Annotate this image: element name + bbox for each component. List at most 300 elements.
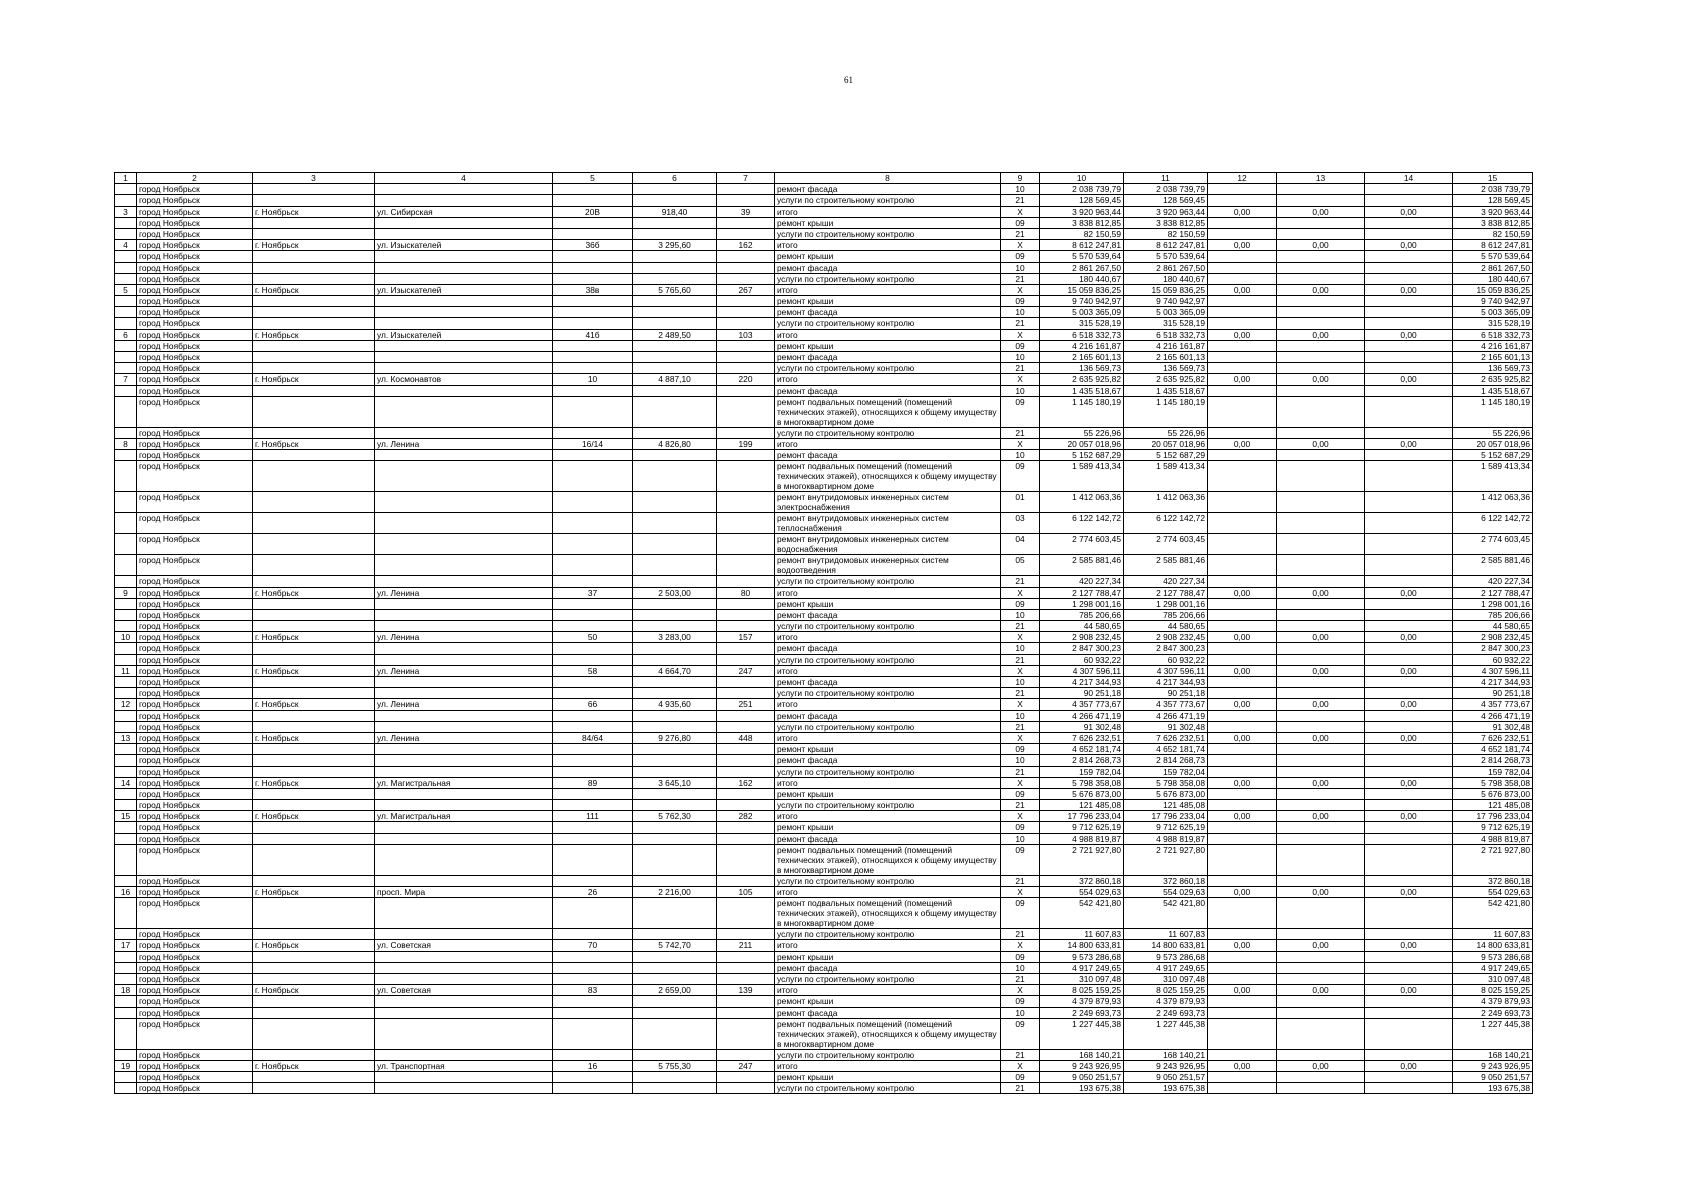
cell-settlement <box>253 643 375 654</box>
cell-cost-budget-2 <box>1277 340 1365 351</box>
cell-area <box>633 340 717 351</box>
cell-work-code: X <box>1001 665 1040 676</box>
cell-street: ул. Ленина <box>375 699 553 710</box>
cell-street: ул. Ленина <box>375 587 553 598</box>
cell-cost-owners <box>1365 228 1453 239</box>
cell-cost-budget-2 <box>1277 621 1365 632</box>
cell-cost-result: 2 721 927,80 <box>1453 844 1533 875</box>
cell-work-type: итого <box>775 284 1001 295</box>
cell-cost-budget-2 <box>1277 962 1365 973</box>
page-number: 61 <box>844 75 853 85</box>
cell-residents <box>717 296 775 307</box>
cell-cost-fund: 4 379 879,93 <box>1124 996 1208 1007</box>
cell-area <box>633 822 717 833</box>
cell-work-code: X <box>1001 811 1040 822</box>
cell-cost-budget-2 <box>1277 1049 1365 1060</box>
cell-area <box>633 450 717 461</box>
cell-cost-fund: 7 626 232,51 <box>1124 732 1208 743</box>
cell-row-number <box>115 555 137 576</box>
cell-work-type: итого <box>775 699 1001 710</box>
cell-work-type: итого <box>775 732 1001 743</box>
cell-work-code: 04 <box>1001 534 1040 555</box>
cell-cost-budget-1 <box>1208 385 1277 396</box>
cell-house-number <box>553 307 633 318</box>
cell-settlement <box>253 461 375 492</box>
cell-cost-fund: 785 206,66 <box>1124 609 1208 620</box>
cell-cost-fund: 542 421,80 <box>1124 898 1208 929</box>
cell-street: ул. Изыскателей <box>375 240 553 251</box>
cell-work-code: 10 <box>1001 262 1040 273</box>
cell-cost-total: 15 059 836,25 <box>1040 284 1124 295</box>
cell-residents <box>717 385 775 396</box>
cell-residents <box>717 228 775 239</box>
cell-row-number <box>115 744 137 755</box>
cell-residents <box>717 844 775 875</box>
cell-street: ул. Транспортная <box>375 1060 553 1071</box>
cell-settlement: г. Ноябрьск <box>253 587 375 598</box>
cell-work-type: итого <box>775 940 1001 951</box>
cell-cost-budget-2 <box>1277 576 1365 587</box>
cell-house-number <box>553 996 633 1007</box>
cell-residents <box>717 973 775 984</box>
cell-municipality: город Ноябрьск <box>137 396 253 427</box>
cell-cost-owners <box>1365 262 1453 273</box>
table-row <box>115 755 1533 766</box>
cell-residents: 105 <box>717 887 775 898</box>
cell-work-type: ремонт внутридомовых инженерных систем водоотведения <box>775 555 1001 576</box>
cell-work-type: ремонт крыши <box>775 744 1001 755</box>
cell-municipality: город Ноябрьск <box>137 788 253 799</box>
cell-municipality: город Ноябрьск <box>137 940 253 951</box>
cell-settlement <box>253 744 375 755</box>
cell-cost-budget-2 <box>1277 598 1365 609</box>
cell-cost-owners <box>1365 621 1453 632</box>
cell-residents <box>717 251 775 262</box>
cell-settlement <box>253 710 375 721</box>
cell-cost-budget-2 <box>1277 744 1365 755</box>
cell-house-number <box>553 251 633 262</box>
cell-cost-fund: 4 988 819,87 <box>1124 833 1208 844</box>
cell-row-number <box>115 643 137 654</box>
cell-area <box>633 195 717 206</box>
column-header-13: 13 <box>1277 173 1365 184</box>
cell-work-type: итого <box>775 985 1001 996</box>
table-row <box>115 206 1533 217</box>
cell-work-type: итого <box>775 587 1001 598</box>
cell-cost-budget-1 <box>1208 996 1277 1007</box>
cell-cost-result: 3 920 963,44 <box>1453 206 1533 217</box>
cell-municipality: город Ноябрьск <box>137 555 253 576</box>
cell-municipality: город Ноябрьск <box>137 688 253 699</box>
cell-area: 5 742,70 <box>633 940 717 951</box>
table-row <box>115 184 1533 195</box>
cell-work-type: ремонт фасада <box>775 755 1001 766</box>
cell-work-code: 21 <box>1001 688 1040 699</box>
cell-street <box>375 621 553 632</box>
cell-cost-budget-1: 0,00 <box>1208 811 1277 822</box>
cell-work-code: 10 <box>1001 184 1040 195</box>
cell-work-code: X <box>1001 284 1040 295</box>
cell-cost-total: 7 626 232,51 <box>1040 732 1124 743</box>
cell-cost-total: 2 847 300,23 <box>1040 643 1124 654</box>
cell-residents: 162 <box>717 777 775 788</box>
cell-cost-result: 5 152 687,29 <box>1453 450 1533 461</box>
cell-street <box>375 654 553 665</box>
cell-residents <box>717 721 775 732</box>
cell-cost-budget-1 <box>1208 688 1277 699</box>
cell-area <box>633 1083 717 1094</box>
table-row <box>115 1072 1533 1083</box>
cell-street <box>375 721 553 732</box>
cell-work-code: 09 <box>1001 1072 1040 1083</box>
cell-area <box>633 352 717 363</box>
cell-area <box>633 788 717 799</box>
cell-row-number <box>115 318 137 329</box>
cell-street <box>375 340 553 351</box>
cell-cost-fund: 2 635 925,82 <box>1124 374 1208 385</box>
table-row <box>115 688 1533 699</box>
cell-work-type: ремонт фасада <box>775 1007 1001 1018</box>
cell-work-code: 21 <box>1001 973 1040 984</box>
cell-cost-owners <box>1365 296 1453 307</box>
cell-work-type: итого <box>775 811 1001 822</box>
cell-cost-owners <box>1365 251 1453 262</box>
cell-cost-total: 90 251,18 <box>1040 688 1124 699</box>
cell-cost-budget-1: 0,00 <box>1208 732 1277 743</box>
cell-cost-fund: 2 127 788,47 <box>1124 587 1208 598</box>
cell-municipality: город Ноябрьск <box>137 251 253 262</box>
cell-area: 3 645,10 <box>633 777 717 788</box>
cell-cost-result: 1 412 063,36 <box>1453 492 1533 513</box>
table-row <box>115 534 1533 555</box>
cell-cost-budget-1 <box>1208 340 1277 351</box>
cell-house-number <box>553 654 633 665</box>
cell-residents <box>717 951 775 962</box>
cell-cost-budget-1 <box>1208 228 1277 239</box>
cell-cost-result: 90 251,18 <box>1453 688 1533 699</box>
cell-settlement <box>253 195 375 206</box>
cell-cost-budget-2 <box>1277 184 1365 195</box>
cell-cost-total: 5 676 873,00 <box>1040 788 1124 799</box>
cell-cost-fund: 554 029,63 <box>1124 887 1208 898</box>
cell-work-type: услуги по строительному контролю <box>775 721 1001 732</box>
cell-work-code: 09 <box>1001 898 1040 929</box>
cell-work-type: ремонт крыши <box>775 217 1001 228</box>
cell-residents <box>717 788 775 799</box>
cell-street <box>375 788 553 799</box>
cell-cost-total: 2 814 268,73 <box>1040 755 1124 766</box>
cell-cost-total: 17 796 233,04 <box>1040 811 1124 822</box>
cell-street <box>375 677 553 688</box>
cell-cost-fund: 315 528,19 <box>1124 318 1208 329</box>
cell-cost-budget-2 <box>1277 461 1365 492</box>
cell-cost-budget-2: 0,00 <box>1277 985 1365 996</box>
cell-area: 5 755,30 <box>633 1060 717 1071</box>
cell-cost-total: 2 908 232,45 <box>1040 632 1124 643</box>
cell-cost-fund: 15 059 836,25 <box>1124 284 1208 295</box>
cell-area <box>633 800 717 811</box>
cell-work-type: услуги по строительному контролю <box>775 1049 1001 1060</box>
table-row <box>115 587 1533 598</box>
cell-house-number <box>553 1007 633 1018</box>
cell-street: просп. Мира <box>375 887 553 898</box>
cell-municipality: город Ноябрьск <box>137 587 253 598</box>
cell-street <box>375 396 553 427</box>
cell-area <box>633 766 717 777</box>
cell-settlement <box>253 598 375 609</box>
cell-work-type: ремонт крыши <box>775 1072 1001 1083</box>
cell-settlement <box>253 352 375 363</box>
cell-work-code: X <box>1001 329 1040 340</box>
cell-municipality: город Ноябрьск <box>137 329 253 340</box>
cell-settlement <box>253 318 375 329</box>
capital-repair-table <box>114 172 1533 1094</box>
cell-cost-fund: 82 150,59 <box>1124 228 1208 239</box>
cell-row-number: 7 <box>115 374 137 385</box>
cell-cost-result: 9 050 251,57 <box>1453 1072 1533 1083</box>
cell-cost-budget-2: 0,00 <box>1277 1060 1365 1071</box>
cell-work-code: X <box>1001 587 1040 598</box>
cell-cost-owners <box>1365 744 1453 755</box>
cell-cost-budget-1 <box>1208 296 1277 307</box>
cell-cost-result: 5 570 539,64 <box>1453 251 1533 262</box>
cell-row-number <box>115 898 137 929</box>
table-row <box>115 1083 1533 1094</box>
cell-cost-total: 1 227 445,38 <box>1040 1018 1124 1049</box>
cell-cost-result: 6 122 142,72 <box>1453 513 1533 534</box>
cell-area <box>633 643 717 654</box>
cell-row-number <box>115 962 137 973</box>
cell-cost-owners <box>1365 195 1453 206</box>
cell-cost-total: 1 145 180,19 <box>1040 396 1124 427</box>
cell-cost-budget-2 <box>1277 1018 1365 1049</box>
table-row <box>115 699 1533 710</box>
cell-cost-budget-1 <box>1208 1018 1277 1049</box>
cell-row-number <box>115 296 137 307</box>
cell-row-number <box>115 951 137 962</box>
cell-residents <box>717 609 775 620</box>
cell-house-number <box>553 396 633 427</box>
cell-house-number: 26 <box>553 887 633 898</box>
cell-house-number <box>553 844 633 875</box>
table-row <box>115 396 1533 427</box>
cell-work-code: 10 <box>1001 962 1040 973</box>
cell-cost-budget-1 <box>1208 677 1277 688</box>
cell-row-number <box>115 492 137 513</box>
cell-settlement <box>253 951 375 962</box>
cell-row-number <box>115 721 137 732</box>
cell-cost-budget-2 <box>1277 677 1365 688</box>
cell-row-number: 18 <box>115 985 137 996</box>
cell-cost-budget-1: 0,00 <box>1208 887 1277 898</box>
cell-cost-fund: 4 266 471,19 <box>1124 710 1208 721</box>
cell-house-number <box>553 318 633 329</box>
cell-municipality: город Ноябрьск <box>137 1083 253 1094</box>
cell-cost-result: 3 838 812,85 <box>1453 217 1533 228</box>
cell-settlement <box>253 513 375 534</box>
cell-work-type: услуги по строительному контролю <box>775 875 1001 886</box>
cell-cost-total: 8 025 159,25 <box>1040 985 1124 996</box>
cell-work-code: 21 <box>1001 1083 1040 1094</box>
cell-cost-owners <box>1365 184 1453 195</box>
cell-cost-total: 1 589 413,34 <box>1040 461 1124 492</box>
cell-settlement <box>253 1007 375 1018</box>
cell-cost-budget-2 <box>1277 427 1365 438</box>
cell-street <box>375 492 553 513</box>
cell-cost-fund: 128 569,45 <box>1124 195 1208 206</box>
table-row <box>115 262 1533 273</box>
cell-cost-total: 372 860,18 <box>1040 875 1124 886</box>
cell-municipality: город Ноябрьск <box>137 833 253 844</box>
cell-row-number: 6 <box>115 329 137 340</box>
cell-cost-owners <box>1365 710 1453 721</box>
cell-area: 4 664,70 <box>633 665 717 676</box>
cell-work-code: 09 <box>1001 788 1040 799</box>
cell-residents: 220 <box>717 374 775 385</box>
table-row <box>115 195 1533 206</box>
column-header-8: 8 <box>775 173 1001 184</box>
cell-cost-owners <box>1365 385 1453 396</box>
cell-settlement <box>253 677 375 688</box>
cell-row-number: 4 <box>115 240 137 251</box>
cell-cost-total: 91 302,48 <box>1040 721 1124 732</box>
cell-work-type: итого <box>775 665 1001 676</box>
cell-cost-total: 82 150,59 <box>1040 228 1124 239</box>
cell-cost-owners <box>1365 307 1453 318</box>
cell-residents <box>717 576 775 587</box>
cell-cost-budget-2 <box>1277 396 1365 427</box>
cell-municipality: город Ноябрьск <box>137 217 253 228</box>
cell-cost-owners <box>1365 461 1453 492</box>
cell-row-number <box>115 363 137 374</box>
cell-house-number: 16/14 <box>553 438 633 449</box>
cell-work-code: 21 <box>1001 875 1040 886</box>
cell-row-number <box>115 766 137 777</box>
cell-work-code: 10 <box>1001 1007 1040 1018</box>
cell-cost-budget-2 <box>1277 609 1365 620</box>
cell-cost-owners: 0,00 <box>1365 240 1453 251</box>
cell-settlement: г. Ноябрьск <box>253 374 375 385</box>
cell-settlement <box>253 875 375 886</box>
cell-cost-fund: 91 302,48 <box>1124 721 1208 732</box>
cell-cost-result: 9 243 926,95 <box>1453 1060 1533 1071</box>
cell-house-number <box>553 598 633 609</box>
cell-cost-owners <box>1365 766 1453 777</box>
cell-cost-budget-2: 0,00 <box>1277 940 1365 951</box>
cell-cost-budget-1 <box>1208 318 1277 329</box>
cell-settlement: г. Ноябрьск <box>253 699 375 710</box>
cell-street <box>375 609 553 620</box>
cell-house-number <box>553 296 633 307</box>
cell-cost-budget-2 <box>1277 1083 1365 1094</box>
cell-municipality: город Ноябрьск <box>137 643 253 654</box>
cell-cost-result: 1 227 445,38 <box>1453 1018 1533 1049</box>
cell-cost-result: 2 814 268,73 <box>1453 755 1533 766</box>
cell-cost-owners: 0,00 <box>1365 438 1453 449</box>
cell-cost-budget-2 <box>1277 296 1365 307</box>
cell-residents <box>717 755 775 766</box>
cell-cost-fund: 20 057 018,96 <box>1124 438 1208 449</box>
cell-cost-owners <box>1365 492 1453 513</box>
table-row <box>115 833 1533 844</box>
cell-cost-budget-1 <box>1208 1049 1277 1060</box>
cell-house-number <box>553 755 633 766</box>
cell-settlement <box>253 534 375 555</box>
cell-cost-fund: 4 652 181,74 <box>1124 744 1208 755</box>
cell-area <box>633 307 717 318</box>
cell-street <box>375 228 553 239</box>
cell-street <box>375 576 553 587</box>
cell-cost-fund: 159 782,04 <box>1124 766 1208 777</box>
table-row <box>115 385 1533 396</box>
cell-residents: 267 <box>717 284 775 295</box>
cell-cost-owners: 0,00 <box>1365 732 1453 743</box>
cell-residents: 251 <box>717 699 775 710</box>
table-row <box>115 732 1533 743</box>
cell-area <box>633 598 717 609</box>
cell-cost-fund: 1 227 445,38 <box>1124 1018 1208 1049</box>
cell-cost-budget-1 <box>1208 844 1277 875</box>
cell-house-number <box>553 1018 633 1049</box>
table-row <box>115 710 1533 721</box>
cell-street <box>375 555 553 576</box>
table-row <box>115 251 1533 262</box>
cell-area: 2 489,50 <box>633 329 717 340</box>
cell-work-code: 09 <box>1001 822 1040 833</box>
cell-cost-total: 11 607,83 <box>1040 929 1124 940</box>
cell-row-number <box>115 217 137 228</box>
cell-work-code: 10 <box>1001 833 1040 844</box>
cell-row-number <box>115 273 137 284</box>
cell-street: ул. Ленина <box>375 665 553 676</box>
cell-cost-result: 193 675,38 <box>1453 1083 1533 1094</box>
cell-house-number <box>553 929 633 940</box>
cell-cost-budget-1 <box>1208 555 1277 576</box>
cell-settlement: г. Ноябрьск <box>253 665 375 676</box>
cell-settlement <box>253 822 375 833</box>
cell-cost-fund: 2 038 739,79 <box>1124 184 1208 195</box>
cell-row-number <box>115 1018 137 1049</box>
cell-house-number <box>553 677 633 688</box>
cell-cost-result: 1 589 413,34 <box>1453 461 1533 492</box>
cell-cost-budget-1 <box>1208 951 1277 962</box>
cell-work-code: X <box>1001 240 1040 251</box>
cell-cost-owners <box>1365 996 1453 1007</box>
cell-cost-budget-2: 0,00 <box>1277 284 1365 295</box>
cell-residents <box>717 1007 775 1018</box>
cell-cost-total: 9 712 625,19 <box>1040 822 1124 833</box>
cell-work-type: услуги по строительному контролю <box>775 654 1001 665</box>
cell-street: ул. Изыскателей <box>375 329 553 340</box>
cell-residents <box>717 363 775 374</box>
cell-settlement <box>253 228 375 239</box>
cell-residents: 199 <box>717 438 775 449</box>
cell-settlement <box>253 450 375 461</box>
table-row <box>115 996 1533 1007</box>
cell-work-code: 21 <box>1001 273 1040 284</box>
cell-area <box>633 363 717 374</box>
cell-cost-result: 14 800 633,81 <box>1453 940 1533 951</box>
cell-municipality: город Ноябрьск <box>137 598 253 609</box>
cell-cost-result: 180 440,67 <box>1453 273 1533 284</box>
table-row <box>115 822 1533 833</box>
cell-cost-result: 310 097,48 <box>1453 973 1533 984</box>
cell-house-number <box>553 492 633 513</box>
table-row <box>115 492 1533 513</box>
cell-cost-budget-1: 0,00 <box>1208 1060 1277 1071</box>
cell-settlement: г. Ноябрьск <box>253 940 375 951</box>
cell-cost-result: 542 421,80 <box>1453 898 1533 929</box>
